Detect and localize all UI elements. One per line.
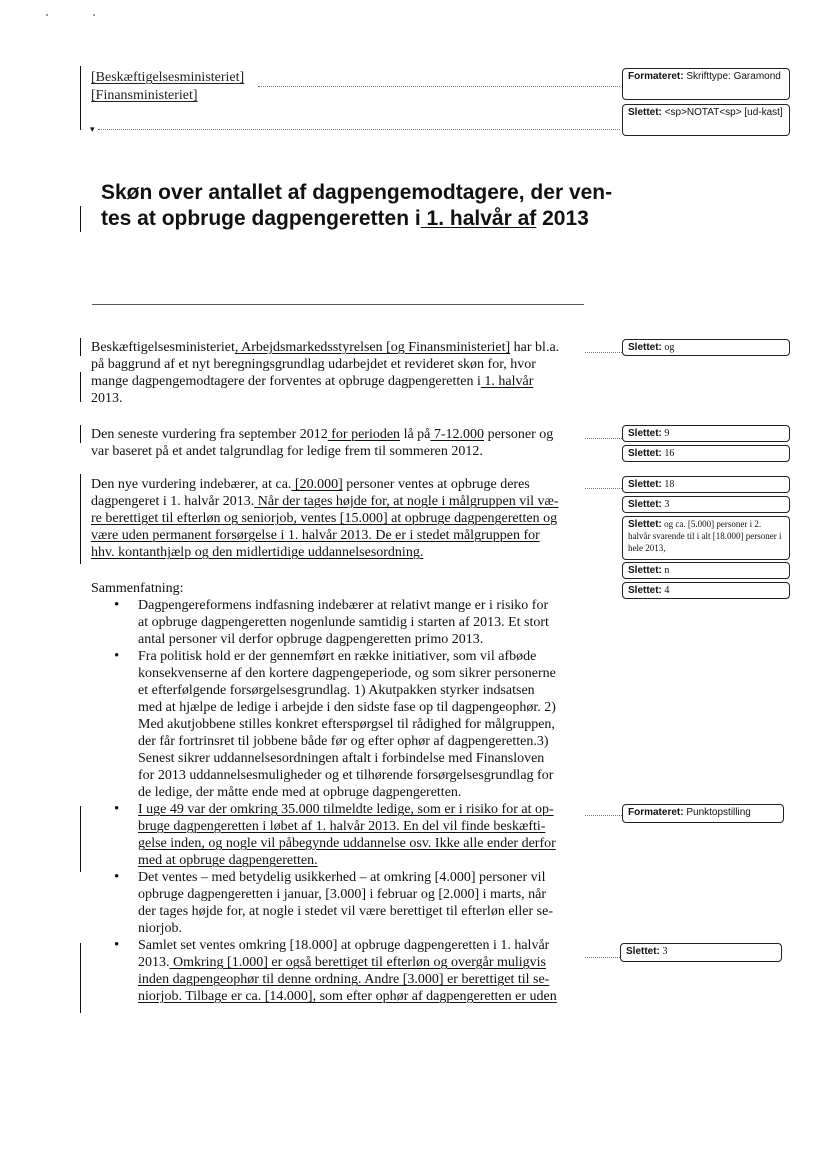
list-item: • Fra politisk hold er der gennemført en række initiativer, som vil afbøde konsekvenserne af den kortere dagpengeperiode, og som sikrer personerne et efterfølgende forsørgelsesgrundlag. 1) Akutpakken styrker indsatsen med at hjælpe de ledige i arbejde i den sidste fase op til dagpengeophør. 2) Med akutjobbene stilles konkret efterspørgsel til rådighed for målgruppen, der får fortrinsret til jobbene både før og efter ophør af dagpengeretten.3) Senest sikrer uddannelsesordningen aftalt i forbindelse med Finansloven for 2013 uddannelsesmuligheder og et tilhørende forsørgelsesgrundlag for de ledige, der måtte ende med at opbruge dagpengeretten.: [138, 648, 598, 801]
list-item: • Det ventes – med betydelig usikkerhed – at omkring [4.000] personer vil opbruge dagpengeretten i januar, [3.000] i februar og [2.000] i marts, når der tages højde for, at nogle i stedet vil være berettiget til efterløn eller se- niorjob.: [138, 869, 598, 937]
comment-deleted-long[interactable]: Slettet: og ca. [5.000] personer i 2. halvår svarende til i alt [18.000] personer i hele 2013,: [622, 516, 790, 560]
change-bar: [80, 425, 81, 443]
connector-line: [585, 957, 622, 958]
scan-mark: [46, 14, 48, 16]
comment-formatted-font[interactable]: Formateret: Skrifttype: Garamond: [622, 68, 790, 100]
change-bar: [80, 806, 81, 872]
change-bar: [80, 943, 81, 1013]
comment-deleted-16[interactable]: Slettet: 16: [622, 445, 790, 462]
change-bar: [80, 372, 81, 402]
summary-heading: Sammenfatning:: [91, 581, 184, 596]
page-title: Skøn over antallet af dagpengemodtagere, der ven- tes at opbruge dagpengeretten i 1. halvår af 2013: [101, 181, 613, 230]
comment-formatted-bullets[interactable]: Formateret: Punktopstilling: [622, 804, 784, 823]
connector-line: [258, 86, 620, 87]
comment-deleted-4[interactable]: Slettet: 4: [622, 582, 790, 599]
change-bar: [80, 206, 81, 232]
comment-deleted-3b[interactable]: Slettet: 3: [620, 943, 782, 962]
comment-deleted-18[interactable]: Slettet: 18: [622, 476, 790, 493]
header-ministry2: [Finansministeriet]: [91, 88, 198, 103]
connector-line: [98, 129, 620, 130]
comment-deleted-3[interactable]: Slettet: 3: [622, 496, 790, 513]
change-bar: [80, 338, 81, 356]
title-rule: [92, 304, 584, 305]
header-ministry1: [Beskæftigelsesministeriet]: [91, 70, 245, 85]
connector-line: [585, 438, 622, 439]
comment-deleted-9[interactable]: Slettet: 9: [622, 425, 790, 442]
scan-mark: [93, 14, 95, 16]
paragraph-3: Den nye vurdering indebærer, at ca. [20.000] personer ventes at opbruge deres dagpengeret i 1. halvår 2013. Når der tages højde for, at nogle i målgruppen vil væ- re berettiget til efterløn og seniorjob, ventes [15.000] at opbruge dagpengeretten og være uden permanent forsørgelse i 1. halvår 2013. De er i stedet målgruppen for hhv. kontanthjælp og den midlertidige uddannelsesordning.: [91, 477, 559, 560]
cursor-mark: ▾: [90, 124, 95, 134]
paragraph-2: Den seneste vurdering fra september 2012 for perioden lå på 7-12.000 personer og var baseret på et andet talgrundlag for ledige frem til sommeren 2012.: [91, 427, 554, 459]
connector-line: [585, 352, 622, 353]
change-bar: [80, 474, 81, 564]
summary-list: [138, 597, 598, 1005]
connector-line: [585, 488, 622, 489]
comment-deleted-notat[interactable]: Slettet: <sp>NOTAT<sp> [ud-kast]: [622, 104, 790, 136]
list-item: • I uge 49 var der omkring 35.000 tilmeldte ledige, som er i risiko for at op- bruge dagpengeretten i løbet af 1. halvår 2013. En del vil finde beskæfti- gelse inden, og nogle vil påbegynde uddannelse osv. Ikke alle ender derfor med at opbruge dagpengeretten.: [138, 801, 598, 869]
list-item: • Dagpengereformens indfasning indebærer at relativt mange er i risiko for at opbruge dagpengeretten nogenlunde samtidig i starten af 2013. Et stort antal personer vil derfor opbruge dagpengeretten primo 2013.: [138, 597, 598, 648]
paragraph-1: Beskæftigelsesministeriet, Arbejdsmarkedsstyrelsen [og Finansministeriet] har bl.a. på baggrund af et nyt beregningsgrundlag udarbejdet et revideret skøn for, hvor mange dagpengemodtagere der forventes at opbruge dagpengeretten i 1. halvår 2013.: [91, 340, 560, 406]
connector-line: [585, 815, 622, 816]
list-item: • Samlet set ventes omkring [18.000] at opbruge dagpengeretten i 1. halvår 2013. Omkring [1.000] er også berettiget til efterløn og overgår muligvis inden dagpengeophør til denne ordning. Andre [3.000] er berettiget til se- niorjob. Tilbage er ca. [14.000], som efter ophør af dagpengeretten er uden: [138, 937, 598, 1005]
comment-deleted-n[interactable]: Slettet: n: [622, 562, 790, 579]
change-bar: [80, 66, 81, 130]
comment-deleted-og[interactable]: Slettet: og: [622, 339, 790, 356]
